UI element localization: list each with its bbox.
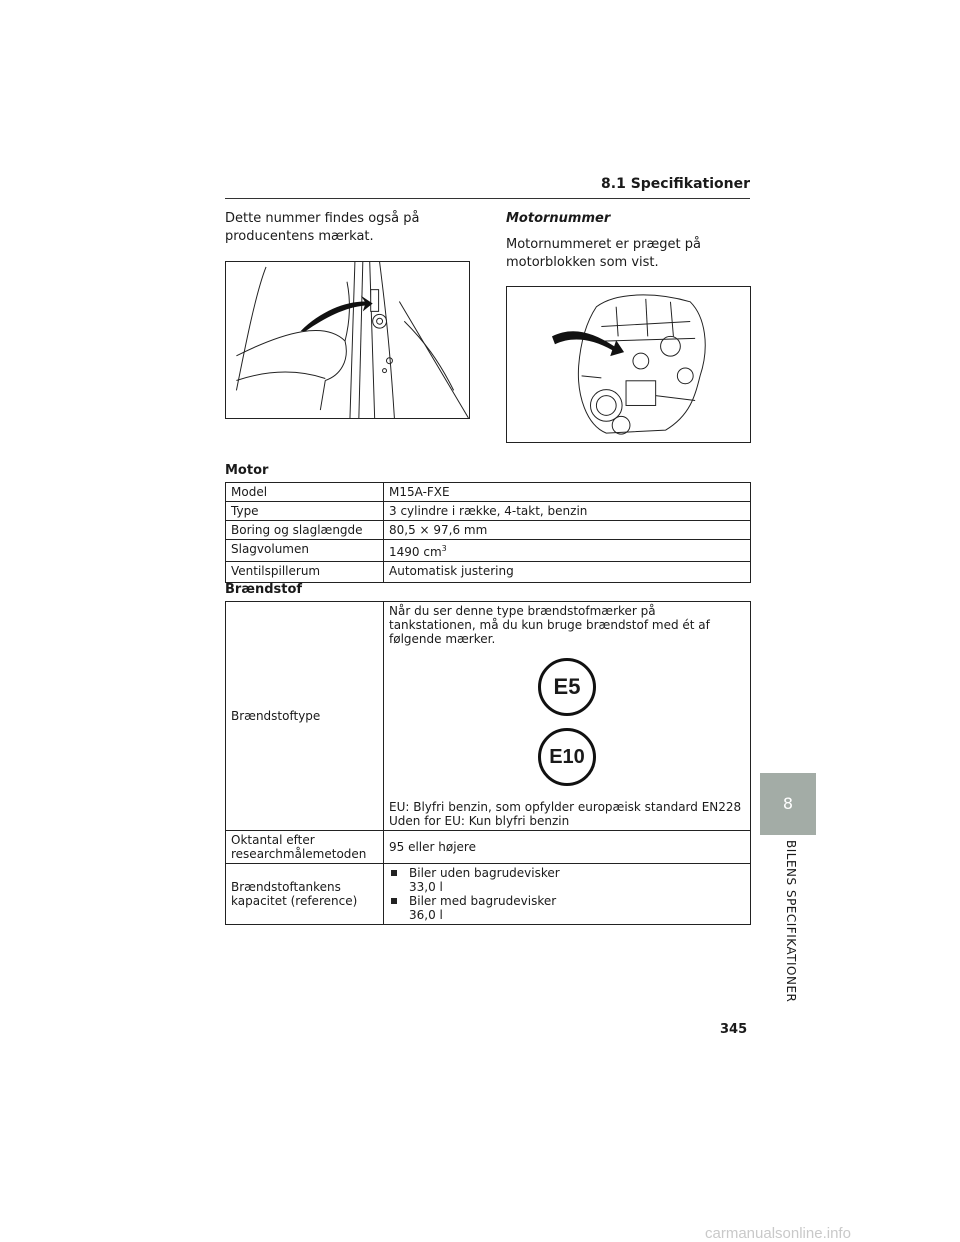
row-value: M15A-FXE: [384, 483, 751, 502]
page-number: 345: [720, 1022, 748, 1037]
chapter-side-label: BILENS SPECIFIKATIONER: [784, 840, 798, 1003]
tank-capacity-cell: [384, 864, 751, 925]
tank-capacity-list: [389, 866, 745, 922]
row-label: Boring og slaglængde: [226, 521, 384, 540]
displacement-value: 1490 cm: [389, 545, 442, 559]
list-item: [389, 866, 745, 894]
non-eu-fuel-note: Uden for EU: Kun blyfri benzin: [389, 814, 570, 828]
table-row: [226, 521, 751, 540]
fuel-spec-table: [225, 601, 751, 925]
chapter-tab[interactable]: [760, 773, 816, 835]
fuel-type-label: Brændstoftype: [226, 602, 384, 831]
door-pillar-drawing: [226, 262, 469, 418]
tank-capacity-label: Brændstoftankens kapacitet (reference): [226, 864, 384, 925]
fuel-type-cell: [384, 602, 751, 831]
section-header: [225, 176, 750, 199]
engine-spec-table: [225, 482, 751, 583]
e10-badge-label: E10: [549, 746, 585, 768]
table-row: [226, 864, 751, 925]
engine-block-illustration: [506, 286, 751, 443]
table-row: [226, 831, 751, 864]
octane-label: Oktantal efter researchmålemetoden: [226, 831, 384, 864]
chapter-number: 8: [782, 794, 794, 813]
engine-number-text: Motornummeret er præget på motorblokken som vist.: [506, 237, 701, 270]
e10-fuel-badge: [538, 728, 596, 786]
tank-item-value: 33,0 l: [409, 880, 443, 894]
fuel-type-intro: Når du ser denne type brændstofmærker på tankstationen, må du kun bruge brændstof med ét af følgende mærker.: [389, 604, 710, 646]
row-value: Automatisk justering: [384, 562, 751, 583]
table-row: [226, 502, 751, 521]
engine-block-drawing: [507, 287, 750, 442]
octane-value: 95 eller højere: [384, 831, 751, 864]
fuel-section-title: Brændstof: [225, 582, 303, 597]
row-label: Slagvolumen: [226, 540, 384, 562]
row-label: Ventilspillerum: [226, 562, 384, 583]
engine-number-subheading: Motornummer: [506, 211, 611, 226]
tank-item-value: 36,0 l: [409, 908, 443, 922]
list-item: [389, 894, 745, 922]
tank-item-label: Biler med bagrudevisker: [409, 894, 557, 908]
intro-text: Dette nummer findes også på producentens mærkat.: [225, 211, 420, 244]
row-value: 80,5 × 97,6 mm: [384, 521, 751, 540]
table-row: [226, 540, 751, 562]
tank-item-label: Biler uden bagrudevisker: [409, 866, 560, 880]
eu-fuel-note: EU: Blyfri benzin, som opfylder europæisk standard EN228: [389, 800, 742, 814]
door-pillar-illustration: [225, 261, 470, 419]
table-row: [226, 602, 751, 831]
row-label: Type: [226, 502, 384, 521]
section-title: 8.1 Specifikationer: [601, 176, 750, 192]
table-row: [226, 483, 751, 502]
row-label: Model: [226, 483, 384, 502]
displacement-unit-superscript: 3: [441, 544, 447, 553]
engine-section-title: Motor: [225, 463, 269, 478]
e5-fuel-badge: [538, 658, 596, 716]
row-value: [384, 540, 751, 562]
watermark: carmanualsonline.info: [705, 1225, 851, 1242]
e5-badge-label: E5: [553, 674, 581, 699]
table-row: [226, 562, 751, 583]
row-value: 3 cylindre i række, 4-takt, benzin: [384, 502, 751, 521]
